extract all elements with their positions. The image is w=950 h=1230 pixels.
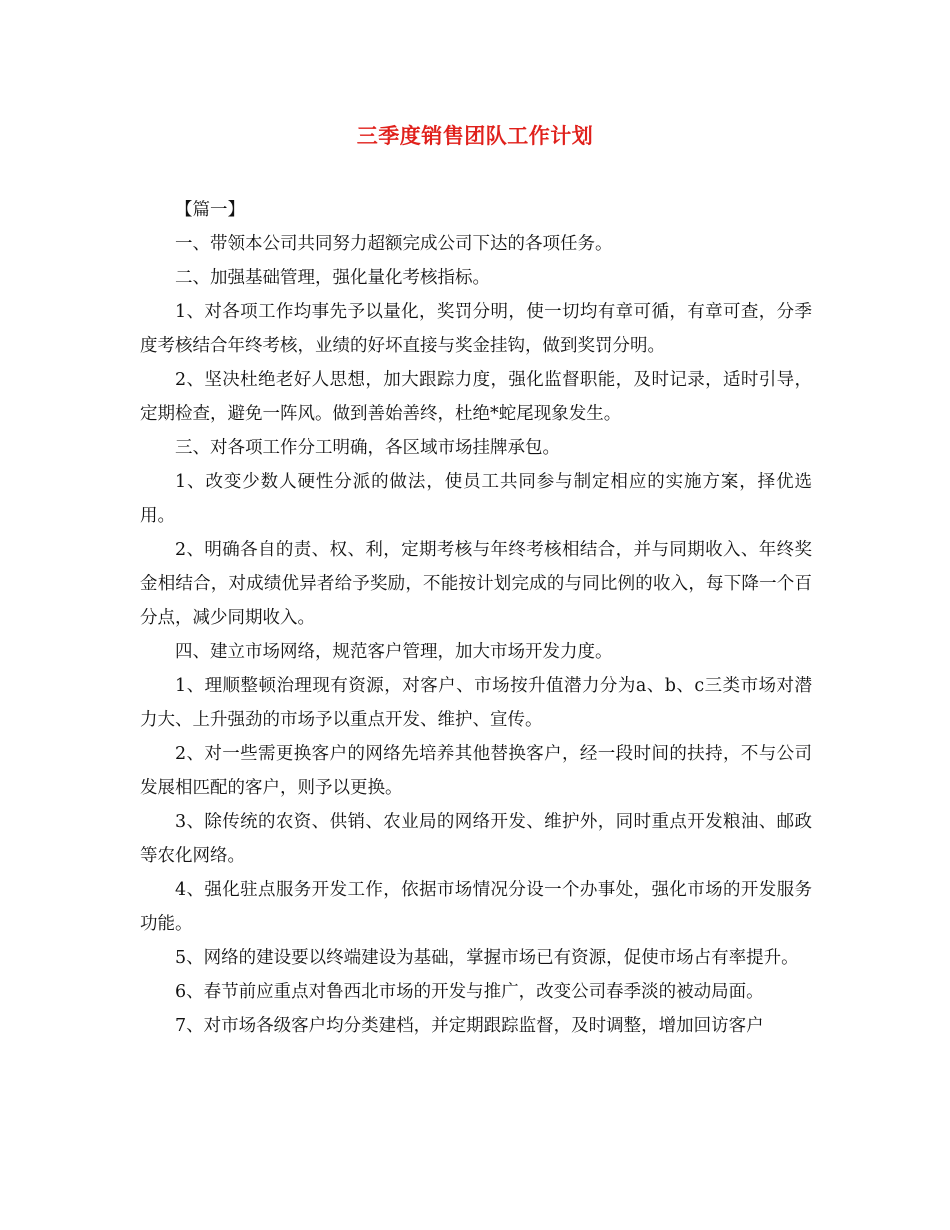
paragraph: 一、带领本公司共同努力超额完成公司下达的各项任务。 [175,234,613,254]
paragraph: 四、建立市场网络，规范客户管理，加大市场开发力度。 [175,642,613,662]
paragraph: 2、明确各自的责、权、利，定期考核与年终考核相结合，并与同期收入、年终奖金相结合，对成绩优异者给予奖励，不能按计划完成的与同比例的收入，每下降一个百分点，减少同期收入。 [140,540,812,628]
paragraph: 5、网络的建设要以终端建设为基础，掌握市场已有资源，促使市场占有率提升。 [175,948,799,968]
paragraph: 二、加强基础管理，强化量化考核指标。 [175,268,490,288]
paragraph: 1、理顺整顿治理现有资源，对客户、市场按升值潜力分为a、b、c三类市场对潜力大、上升强劲的市场予以重点开发、维护、宣传。 [140,676,812,730]
document-body [140,193,812,1043]
document-title: 三季度销售团队工作计划 [356,123,594,148]
paragraph: 1、改变少数人硬性分派的做法，使员工共同参与制定相应的实施方案，择优选用。 [140,472,812,526]
paragraph: 3、除传统的农资、供销、农业局的网络开发、维护外，同时重点开发粮油、邮政等农化网络。 [140,812,812,866]
paragraph: 三、对各项工作分工明确，各区域市场挂牌承包。 [175,438,560,458]
paragraph: 7、对市场各级客户均分类建档，并定期跟踪监督，及时调整，增加回访客户 [175,1016,764,1036]
paragraph: 2、对一些需更换客户的网络先培养其他替换客户，经一段时间的扶持，不与公司发展相匹配的客户，则予以更换。 [140,744,812,798]
paragraph: 6、春节前应重点对鲁西北市场的开发与推广，改变公司春季淡的被动局面。 [175,982,764,1002]
section-label: 【篇一】 [175,200,245,220]
paragraph: 1、对各项工作均事先予以量化，奖罚分明，使一切均有章可循，有章可查，分季度考核结合年终考核，业绩的好坏直接与奖金挂钩，做到奖罚分明。 [140,302,812,356]
paragraph: 4、强化驻点服务开发工作，依据市场情况分设一个办事处，强化市场的开发服务功能。 [140,880,812,934]
paragraph: 2、坚决杜绝老好人思想，加大跟踪力度，强化监督职能，及时记录，适时引导，定期检查，避免一阵风。做到善始善终，杜绝*蛇尾现象发生。 [140,370,812,424]
